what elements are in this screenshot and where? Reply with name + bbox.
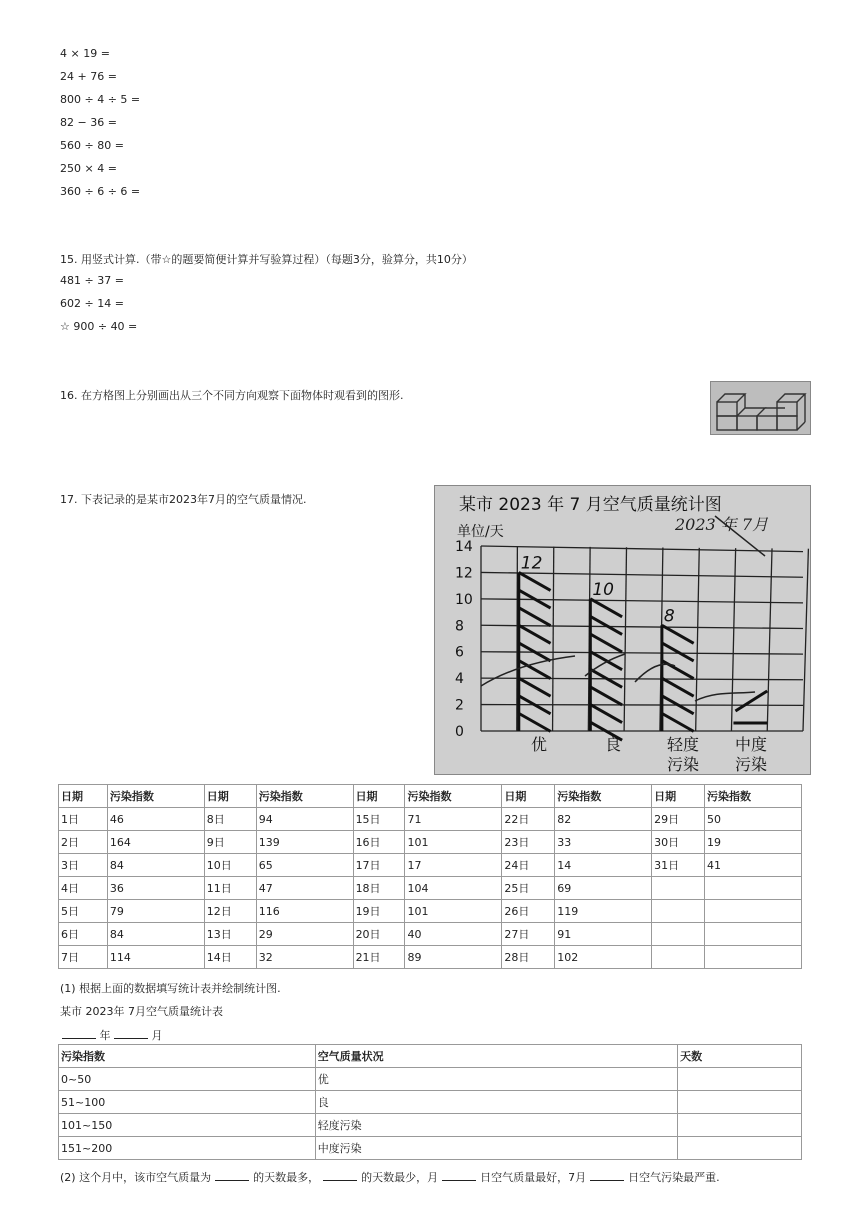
table-cell: 69 xyxy=(555,877,652,900)
table-cell: 27日 xyxy=(502,923,555,946)
table-cell: 4日 xyxy=(59,877,108,900)
sub2-text: 日空气污染最严重. xyxy=(628,1171,720,1184)
table-cell: 18日 xyxy=(353,877,405,900)
table-cell xyxy=(705,900,802,923)
table-cell: 8日 xyxy=(204,808,256,831)
table-cell: 19 xyxy=(705,831,802,854)
photo-category-label: 轻度污染 xyxy=(667,735,700,774)
table-cell: 17日 xyxy=(353,854,405,877)
days-input-cell[interactable] xyxy=(678,1091,802,1114)
photo-category-label: 优 xyxy=(531,735,548,754)
table-row xyxy=(59,946,802,969)
table-row xyxy=(59,808,802,831)
header-cell: 污染指数 xyxy=(705,785,802,808)
table-row xyxy=(59,854,802,877)
table-cell: 14日 xyxy=(204,946,256,969)
table-cell: 139 xyxy=(256,831,353,854)
photo-bar-label: 8 xyxy=(663,606,675,627)
table-cell: 19日 xyxy=(353,900,405,923)
table-cell: 32 xyxy=(256,946,353,969)
table-cell: 84 xyxy=(107,923,204,946)
table-cell: 116 xyxy=(256,900,353,923)
table-cell xyxy=(652,900,705,923)
stat-cell: 51~100 xyxy=(59,1091,316,1114)
photo-chart-title: 某市 2023 年 7 月空气质量统计图 xyxy=(459,495,722,515)
table-cell: 10日 xyxy=(204,854,256,877)
stat-header-cell: 污染指数 xyxy=(59,1045,316,1068)
q15-item: 481 ÷ 37 = xyxy=(60,274,124,287)
table-cell: 15日 xyxy=(353,808,405,831)
table-cell: 5日 xyxy=(59,900,108,923)
header-cell: 日期 xyxy=(59,785,108,808)
table-cell xyxy=(705,923,802,946)
table-cell: 46 xyxy=(107,808,204,831)
table-cell: 23日 xyxy=(502,831,555,854)
photo-y-tick: 14 xyxy=(455,539,473,555)
q16-title: 16. 在方格图上分别画出从三个不同方向观察下面物体时观看到的图形. xyxy=(60,389,404,402)
photo-y-tick: 10 xyxy=(455,591,473,608)
table-cell: 102 xyxy=(555,946,652,969)
table-cell: 89 xyxy=(405,946,502,969)
calc-line: 800 ÷ 4 ÷ 5 = xyxy=(60,93,141,106)
calc-line: 4 × 19 = xyxy=(60,47,110,60)
table-cell: 82 xyxy=(555,808,652,831)
header-cell: 污染指数 xyxy=(405,785,502,808)
photo-category-label: 中度污染 xyxy=(735,735,768,774)
q15-item: ☆ 900 ÷ 40 = xyxy=(60,320,138,333)
q17-title: 17. 下表记录的是某市2023年7月的空气质量情况. xyxy=(60,493,307,506)
sub-question-2 xyxy=(60,1169,720,1185)
stat-header-cell: 天数 xyxy=(678,1045,802,1068)
photo-unit-label: 单位/天 xyxy=(457,524,504,540)
stat-cell: 优 xyxy=(315,1068,677,1091)
stat-row xyxy=(59,1137,802,1160)
table-cell: 104 xyxy=(405,877,502,900)
table-cell: 29 xyxy=(256,923,353,946)
days-input-cell[interactable] xyxy=(678,1137,802,1160)
table-cell: 84 xyxy=(107,854,204,877)
table-cell: 3日 xyxy=(59,854,108,877)
photo-y-tick: 8 xyxy=(455,618,464,635)
sub2-text: 7月 xyxy=(568,1171,587,1184)
stat-cell: 151~200 xyxy=(59,1137,316,1160)
table-cell: 22日 xyxy=(502,808,555,831)
header-cell: 日期 xyxy=(353,785,405,808)
year-month-line xyxy=(62,1027,163,1043)
header-cell: 日期 xyxy=(502,785,555,808)
table-cell: 79 xyxy=(107,900,204,923)
table-cell: 20日 xyxy=(353,923,405,946)
calc-line: 250 × 4 = xyxy=(60,162,117,175)
photo-y-tick: 6 xyxy=(455,644,464,661)
table-cell xyxy=(705,946,802,969)
header-cell: 污染指数 xyxy=(256,785,353,808)
table-cell: 41 xyxy=(705,854,802,877)
stat-cell: 轻度污染 xyxy=(315,1114,677,1137)
table-cell: 164 xyxy=(107,831,204,854)
answer-blank[interactable] xyxy=(215,1170,249,1181)
stat-header-row xyxy=(59,1045,802,1068)
stat-table-title: 某市 2023年 7月空气质量统计表 xyxy=(60,1005,223,1018)
table-cell: 31日 xyxy=(652,854,705,877)
table-cell: 91 xyxy=(555,923,652,946)
table-cell: 28日 xyxy=(502,946,555,969)
table-row xyxy=(59,923,802,946)
days-input-cell[interactable] xyxy=(678,1114,802,1137)
photo-category-label: 良 xyxy=(605,735,622,754)
table-cell: 7日 xyxy=(59,946,108,969)
calc-line: 82 − 36 = xyxy=(60,116,117,129)
photo-bar-label: 12 xyxy=(520,553,543,574)
stat-row xyxy=(59,1091,802,1114)
photo-handwritten-date: 2023 年 7月 xyxy=(675,515,769,534)
table-cell: 13日 xyxy=(204,923,256,946)
table-row xyxy=(59,831,802,854)
header-cell: 日期 xyxy=(652,785,705,808)
table-cell xyxy=(652,923,705,946)
year-label: 年 xyxy=(99,1029,111,1042)
table-cell: 47 xyxy=(256,877,353,900)
table-cell: 21日 xyxy=(353,946,405,969)
pollution-data-table xyxy=(58,784,802,969)
header-cell: 污染指数 xyxy=(555,785,652,808)
table-cell: 2日 xyxy=(59,831,108,854)
month-blank[interactable] xyxy=(114,1028,148,1039)
table-cell: 30日 xyxy=(652,831,705,854)
stat-cell: 0~50 xyxy=(59,1068,316,1091)
calc-line: 560 ÷ 80 = xyxy=(60,139,124,152)
sub2-text: 日空气质量最好， xyxy=(480,1171,569,1184)
table-cell: 71 xyxy=(405,808,502,831)
table-cell: 36 xyxy=(107,877,204,900)
sub2-text: 的天数最少，月 xyxy=(361,1171,439,1184)
sub2-text: 的天数最多， xyxy=(253,1171,320,1184)
photo-y-tick: 2 xyxy=(455,697,464,714)
table-cell xyxy=(705,877,802,900)
handwritten-chart-photo xyxy=(434,485,811,775)
table-header-row xyxy=(59,785,802,808)
stat-header-cell: 空气质量状况 xyxy=(315,1045,677,1068)
table-cell: 94 xyxy=(256,808,353,831)
table-cell: 14 xyxy=(555,854,652,877)
table-cell: 9日 xyxy=(204,831,256,854)
table-cell xyxy=(652,946,705,969)
table-cell: 114 xyxy=(107,946,204,969)
photo-y-tick: 0 xyxy=(455,724,464,740)
table-row xyxy=(59,900,802,923)
table-cell: 119 xyxy=(555,900,652,923)
table-cell: 11日 xyxy=(204,877,256,900)
table-cell: 40 xyxy=(405,923,502,946)
stat-row xyxy=(59,1114,802,1137)
air-quality-stat-table xyxy=(58,1044,802,1160)
table-cell: 33 xyxy=(555,831,652,854)
header-cell: 日期 xyxy=(204,785,256,808)
table-cell: 101 xyxy=(405,831,502,854)
table-cell: 101 xyxy=(405,900,502,923)
answer-blank[interactable] xyxy=(323,1170,357,1181)
table-row xyxy=(59,877,802,900)
table-cell: 65 xyxy=(256,854,353,877)
photo-y-tick: 12 xyxy=(455,565,473,582)
table-cell: 16日 xyxy=(353,831,405,854)
sub-question-1: (1) 根据上面的数据填写统计表并绘制统计图. xyxy=(60,982,281,995)
q15-item: 602 ÷ 14 = xyxy=(60,297,124,310)
stat-row xyxy=(59,1068,802,1091)
table-cell: 25日 xyxy=(502,877,555,900)
photo-bar-label: 10 xyxy=(592,579,614,600)
table-cell: 26日 xyxy=(502,900,555,923)
photo-y-tick: 4 xyxy=(455,671,464,688)
table-cell: 29日 xyxy=(652,808,705,831)
stat-cell: 良 xyxy=(315,1091,677,1114)
table-cell: 1日 xyxy=(59,808,108,831)
stat-cell: 101~150 xyxy=(59,1114,316,1137)
answer-blank[interactable] xyxy=(590,1170,624,1181)
header-cell: 污染指数 xyxy=(107,785,204,808)
calc-line: 360 ÷ 6 ÷ 6 = xyxy=(60,185,141,198)
table-cell xyxy=(652,877,705,900)
table-cell: 17 xyxy=(405,854,502,877)
q15-title: 15. 用竖式计算.（带☆的题要简便计算并写验算过程）（每题3分，验算分，共10分） xyxy=(60,253,473,266)
table-cell: 50 xyxy=(705,808,802,831)
sub2-text: (2) 这个月中，该市空气质量为 xyxy=(60,1171,212,1184)
table-cell: 24日 xyxy=(502,854,555,877)
days-input-cell[interactable] xyxy=(678,1068,802,1091)
calc-line: 24 + 76 = xyxy=(60,70,117,83)
year-blank[interactable] xyxy=(62,1028,96,1039)
cube-object-photo xyxy=(710,381,811,435)
month-label: 月 xyxy=(151,1029,163,1042)
answer-blank[interactable] xyxy=(442,1170,476,1181)
table-cell: 6日 xyxy=(59,923,108,946)
table-cell: 12日 xyxy=(204,900,256,923)
stat-cell: 中度污染 xyxy=(315,1137,677,1160)
